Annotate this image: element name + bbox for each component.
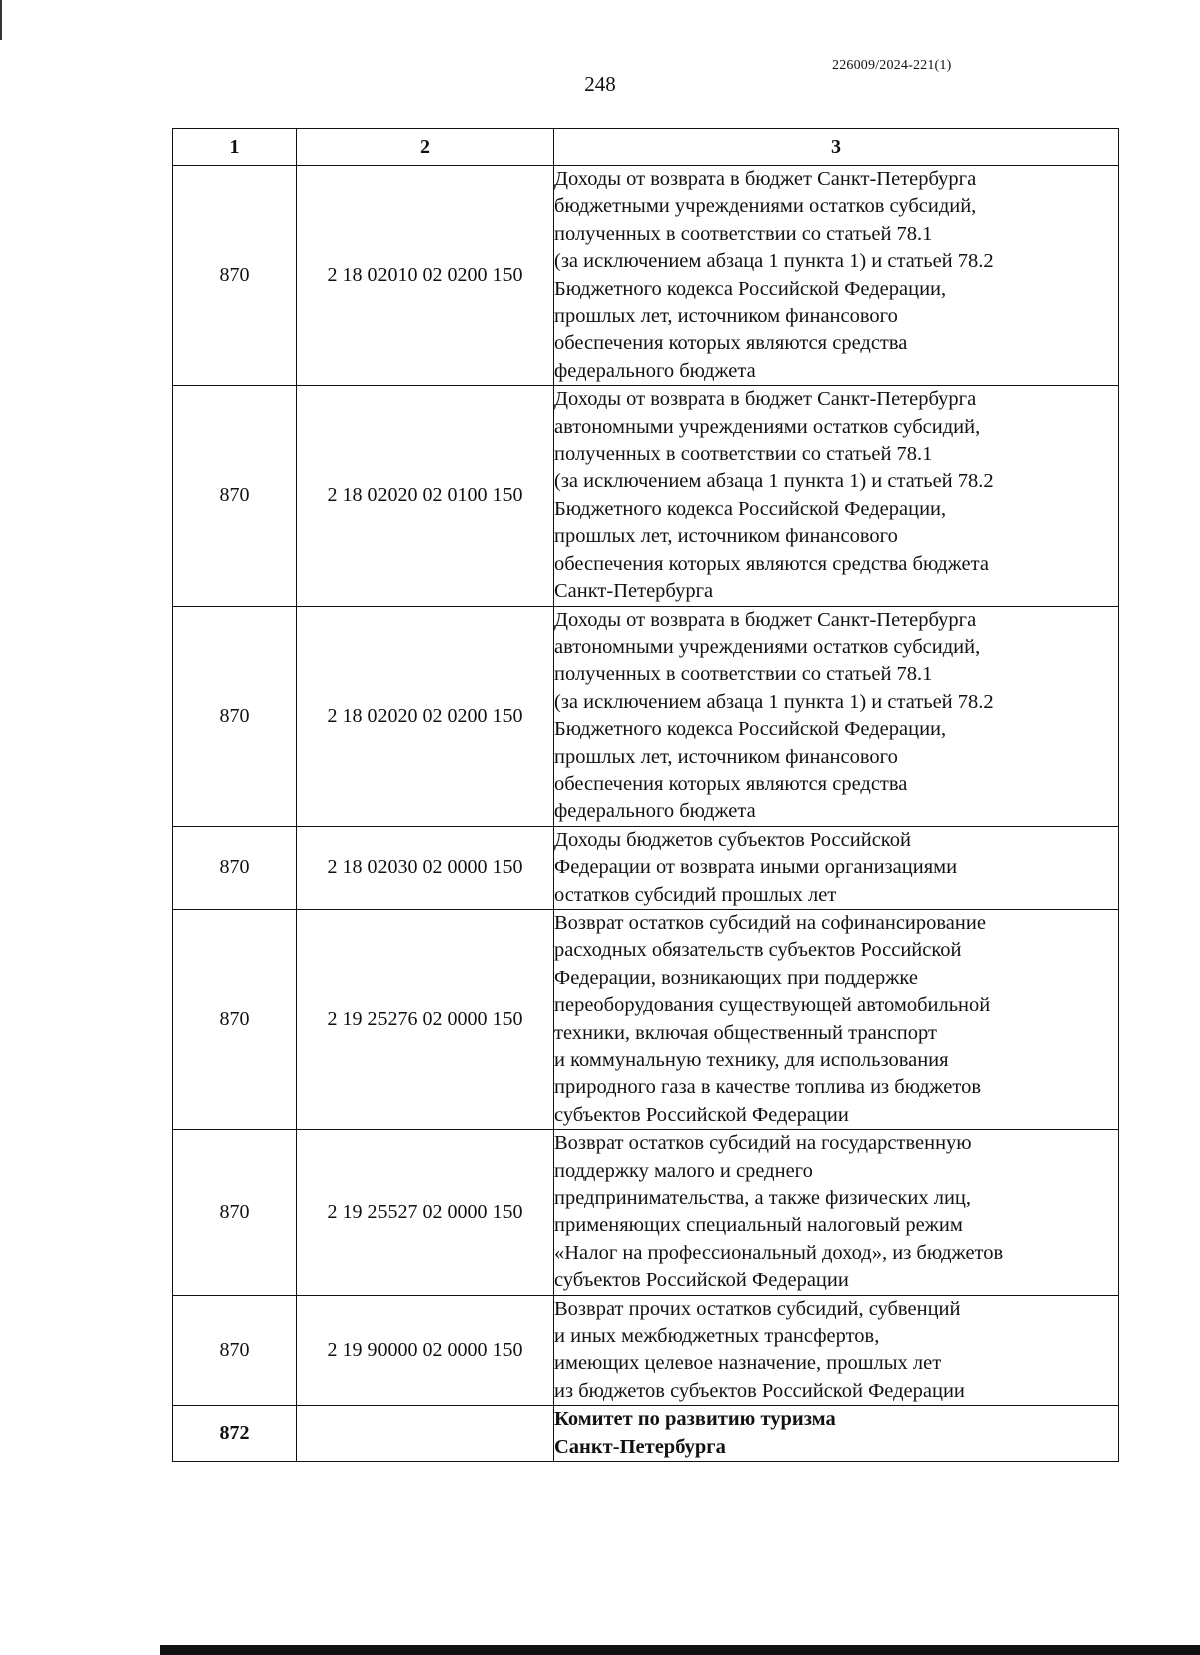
description-line: Санкт-Петербурга [554,580,714,603]
description-line: обеспечения которых являются средства [554,772,908,795]
description-line: субъектов Российской Федерации [554,1269,849,1292]
description-line: расходных обязательств субъектов Российской [554,939,962,962]
description-line: Бюджетного кодекса Российской Федерации, [554,277,947,300]
description-line: прошлых лет, источником финансового [554,525,898,548]
administrator-code-cell: 870 [173,1295,297,1406]
table-row [173,1295,1119,1406]
table-row [173,606,1119,826]
column-header-3: 3 [554,129,1119,166]
description-cell [554,826,1119,909]
description-line: Санкт-Петербурга [554,1435,726,1458]
description-line: Доходы от возврата в бюджет Санкт-Петербурга [554,608,977,631]
description-line: Федерации от возврата иными организациями [554,856,958,879]
table-group-row [173,1406,1119,1462]
description-cell [554,1295,1119,1406]
description-line: обеспечения которых являются средства [554,332,908,355]
administrator-code-cell: 870 [173,1130,297,1295]
column-header-2: 2 [297,129,554,166]
description-line: автономными учреждениями остатков субсидий, [554,415,981,438]
table-row [173,826,1119,909]
revenue-code-cell [297,1406,554,1462]
document-number: 226009/2024-221(1) [832,58,952,73]
table-row [173,1130,1119,1295]
description-line: Доходы от возврата в бюджет Санкт-Петербурга [554,168,977,190]
administrator-code-cell: 870 [173,606,297,826]
table-body [173,166,1119,1462]
description-line: (за исключением абзаца 1 пункта 1) и статьей 78.2 [554,250,994,273]
description-line: техники, включая общественный транспорт [554,1021,937,1044]
description-line: имеющих целевое назначение, прошлых лет [554,1352,942,1375]
description-line: Федерации, возникающих при поддержке [554,966,918,989]
description-line: поддержку малого и среднего [554,1159,813,1182]
scan-edge-mark [0,0,2,40]
description-line: Доходы от возврата в бюджет Санкт-Петербурга [554,388,977,411]
administrator-code-cell: 870 [173,826,297,909]
revenue-codes-table [172,128,1119,1462]
administrator-code-cell: 870 [173,386,297,606]
revenue-code-cell: 2 19 25276 02 0000 150 [297,909,554,1129]
administrator-code-cell: 872 [173,1406,297,1462]
description-line: обеспечения которых являются средства бюджета [554,552,989,575]
description-cell [554,1130,1119,1295]
description-line: (за исключением абзаца 1 пункта 1) и статьей 78.2 [554,690,994,713]
revenue-code-cell: 2 18 02010 02 0200 150 [297,166,554,386]
description-line: Возврат прочих остатков субсидий, субвенций [554,1297,961,1320]
description-cell [554,606,1119,826]
description-line: прошлых лет, источником финансового [554,745,898,768]
description-line: и коммунальную технику, для использования [554,1049,949,1071]
description-line: полученных в соответствии со статьей 78.1 [554,443,933,466]
description-line: прошлых лет, источником финансового [554,305,898,328]
description-line: остатков субсидий прошлых лет [554,883,837,906]
revenue-code-cell: 2 18 02030 02 0000 150 [297,826,554,909]
description-line: (за исключением абзаца 1 пункта 1) и статьей 78.2 [554,470,994,493]
description-line: бюджетными учреждениями остатков субсидий, [554,195,977,218]
table-header-row [173,129,1119,166]
description-line: Возврат остатков субсидий на государственную [554,1132,972,1155]
table-row [173,386,1119,606]
table-row [173,166,1119,386]
administrator-code-cell: 870 [173,166,297,386]
revenue-code-cell: 2 18 02020 02 0100 150 [297,386,554,606]
description-line: Бюджетного кодекса Российской Федерации, [554,497,947,520]
administrator-code-cell: 870 [173,909,297,1129]
revenue-code-cell: 2 18 02020 02 0200 150 [297,606,554,826]
revenue-code-cell: 2 19 90000 02 0000 150 [297,1295,554,1406]
description-line: Доходы бюджетов субъектов Российской [554,828,911,851]
description-line: полученных в соответствии со статьей 78.1 [554,663,933,686]
description-line: федерального бюджета [554,800,756,823]
description-cell [554,909,1119,1129]
description-line: полученных в соответствии со статьей 78.1 [554,222,933,245]
description-line: предпринимательства, а также физических лиц, [554,1187,972,1210]
description-line: переоборудования существующей автомобильной [554,994,991,1017]
revenue-code-cell: 2 19 25527 02 0000 150 [297,1130,554,1295]
description-cell [554,166,1119,386]
description-line: и иных межбюджетных трансфертов, [554,1325,880,1348]
description-line: из бюджетов субъектов Российской Федерации [554,1379,965,1402]
description-line: субъектов Российской Федерации [554,1103,849,1126]
column-header-1: 1 [173,129,297,166]
scan-bottom-border [160,1645,1200,1655]
description-line: федерального бюджета [554,359,756,382]
description-cell [554,386,1119,606]
description-line: природного газа в качестве топлива из бюджетов [554,1076,982,1099]
description-cell [554,1406,1119,1462]
description-line: «Налог на профессиональный доход», из бюджетов [554,1241,1004,1264]
description-line: автономными учреждениями остатков субсидий, [554,635,981,658]
description-line: Возврат остатков субсидий на софинансирование [554,911,986,934]
description-line: Бюджетного кодекса Российской Федерации, [554,718,947,741]
description-line: Комитет по развитию туризма [554,1408,836,1431]
page-number: 248 [584,72,616,96]
table-row [173,909,1119,1129]
description-line: применяющих специальный налоговый режим [554,1214,963,1237]
